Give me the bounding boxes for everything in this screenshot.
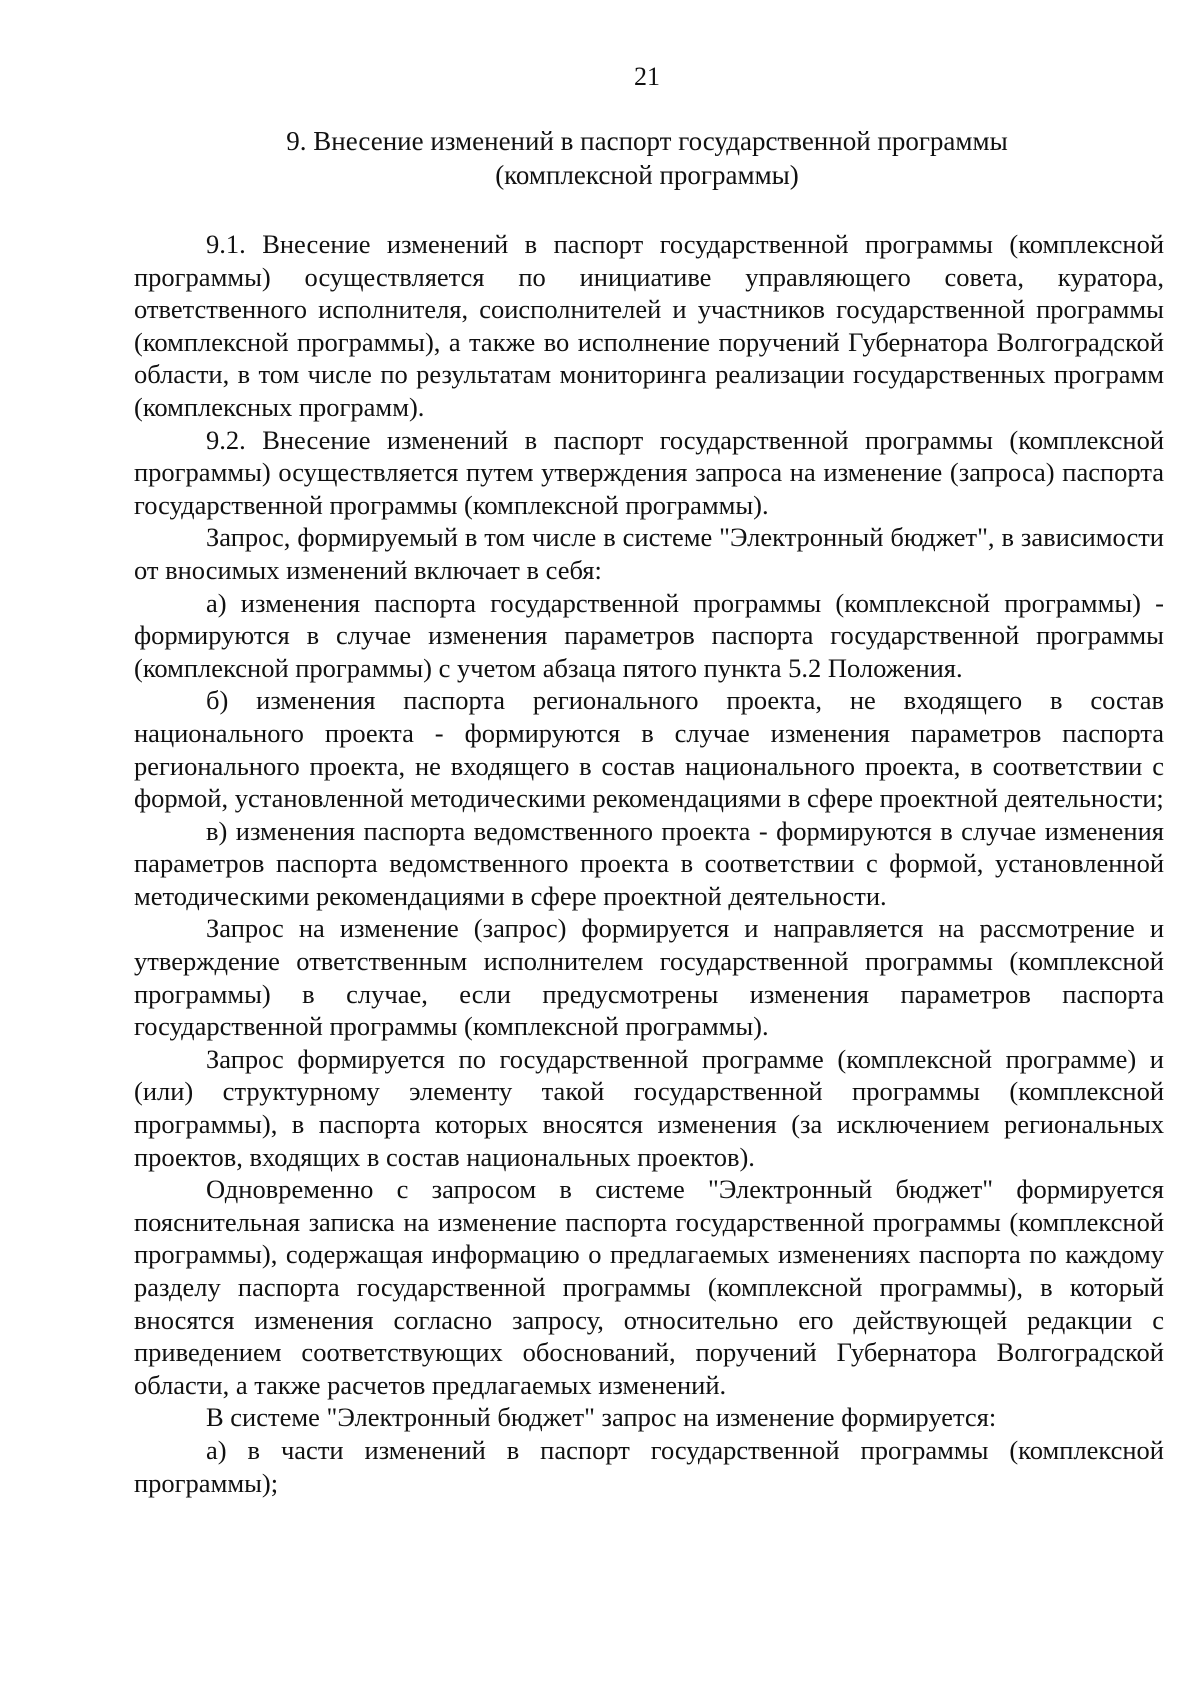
section-title-line-1: 9. Внесение изменений в паспорт государственной программы (286, 126, 1008, 156)
section-title (230, 124, 1064, 192)
paragraph-system-request: В системе "Электронный бюджет" запрос на изменение формируется: (206, 1402, 997, 1433)
paragraph-explanatory-note: Одновременно с запросом в системе "Электронный бюджет" формируется пояснительная записка на изменение паспорта государственной программы (комплексной программы), содержащая информацию о предлагаемых изменениях паспорта по каждому разделу паспорта государственной программы (комплексной программы), в который вносятся изменения согласно запросу, относительно его действующей редакции с приведением соответствующих обоснований, поручений Губернатора Волгоградской области, а также расчетов предлагаемых изменений. (134, 1174, 1164, 1400)
paragraph-9-1: 9.1. Внесение изменений в паспорт государственной программы (комплексной программы) осуществляется по инициативе управляющего совета, куратора, ответственного исполнителя, соисполнителей и участников государственной программы (комплексной программы), а также во исполнение поручений Губернатора Волгоградской области, в том числе по результатам мониторинга реализации государственных программ (комплексных программ). (134, 229, 1164, 422)
paragraph-item-a: а) изменения паспорта государственной программы (комплексной программы) - формируются в случае изменения параметров паспорта государственной программы (комплексной программы) с учетом абзаца пятого пункта 5.2 Положения. (134, 587, 1164, 683)
paragraph-9-2: 9.2. Внесение изменений в паспорт государственной программы (комплексной программы) осуществляется путем утверждения запроса на изменение (запроса) паспорта государственной программы (комплексной программы). (134, 424, 1164, 520)
paragraph-system-item-a: а) в части изменений в паспорт государственной программы (комплексной программы); (134, 1434, 1164, 1498)
paragraph-request-submission: Запрос на изменение (запрос) формируется и направляется на рассмотрение и утверждение ответственным исполнителем государственной программы (комплексной программы) в случае, если предусмотрены изменения параметров паспорта государственной программы (комплексной программы). (134, 913, 1164, 1042)
page-number: 21 (634, 62, 660, 91)
document-body (134, 228, 1164, 1499)
paragraph-item-b: б) изменения паспорта регионального проекта, не входящего в состав национального проекта - формируются в случае изменения параметров паспорта регионального проекта, не входящего в состав национального проекта, в соответствии с формой, установленной методическими рекомендациями в сфере проектной деятельности; (134, 685, 1164, 814)
paragraph-request-scope: Запрос формируется по государственной программе (комплексной программе) и (или) структурному элементу такой государственной программы (комплексной программы), в паспорта которых вносятся изменения (за исключением региональных проектов, входящих в состав национальных проектов). (134, 1043, 1164, 1172)
section-title-line-2: (комплексной программы) (495, 160, 799, 190)
paragraph-request-intro: Запрос, формируемый в том числе в системе "Электронный бюджет", в зависимости от вносимых изменений включает в себя: (134, 522, 1164, 585)
paragraph-item-v: в) изменения паспорта ведомственного проекта - формируются в случае изменения параметров паспорта ведомственного проекта в соответствии с формой, установленной методическими рекомендациями в сфере проектной деятельности. (134, 815, 1164, 911)
